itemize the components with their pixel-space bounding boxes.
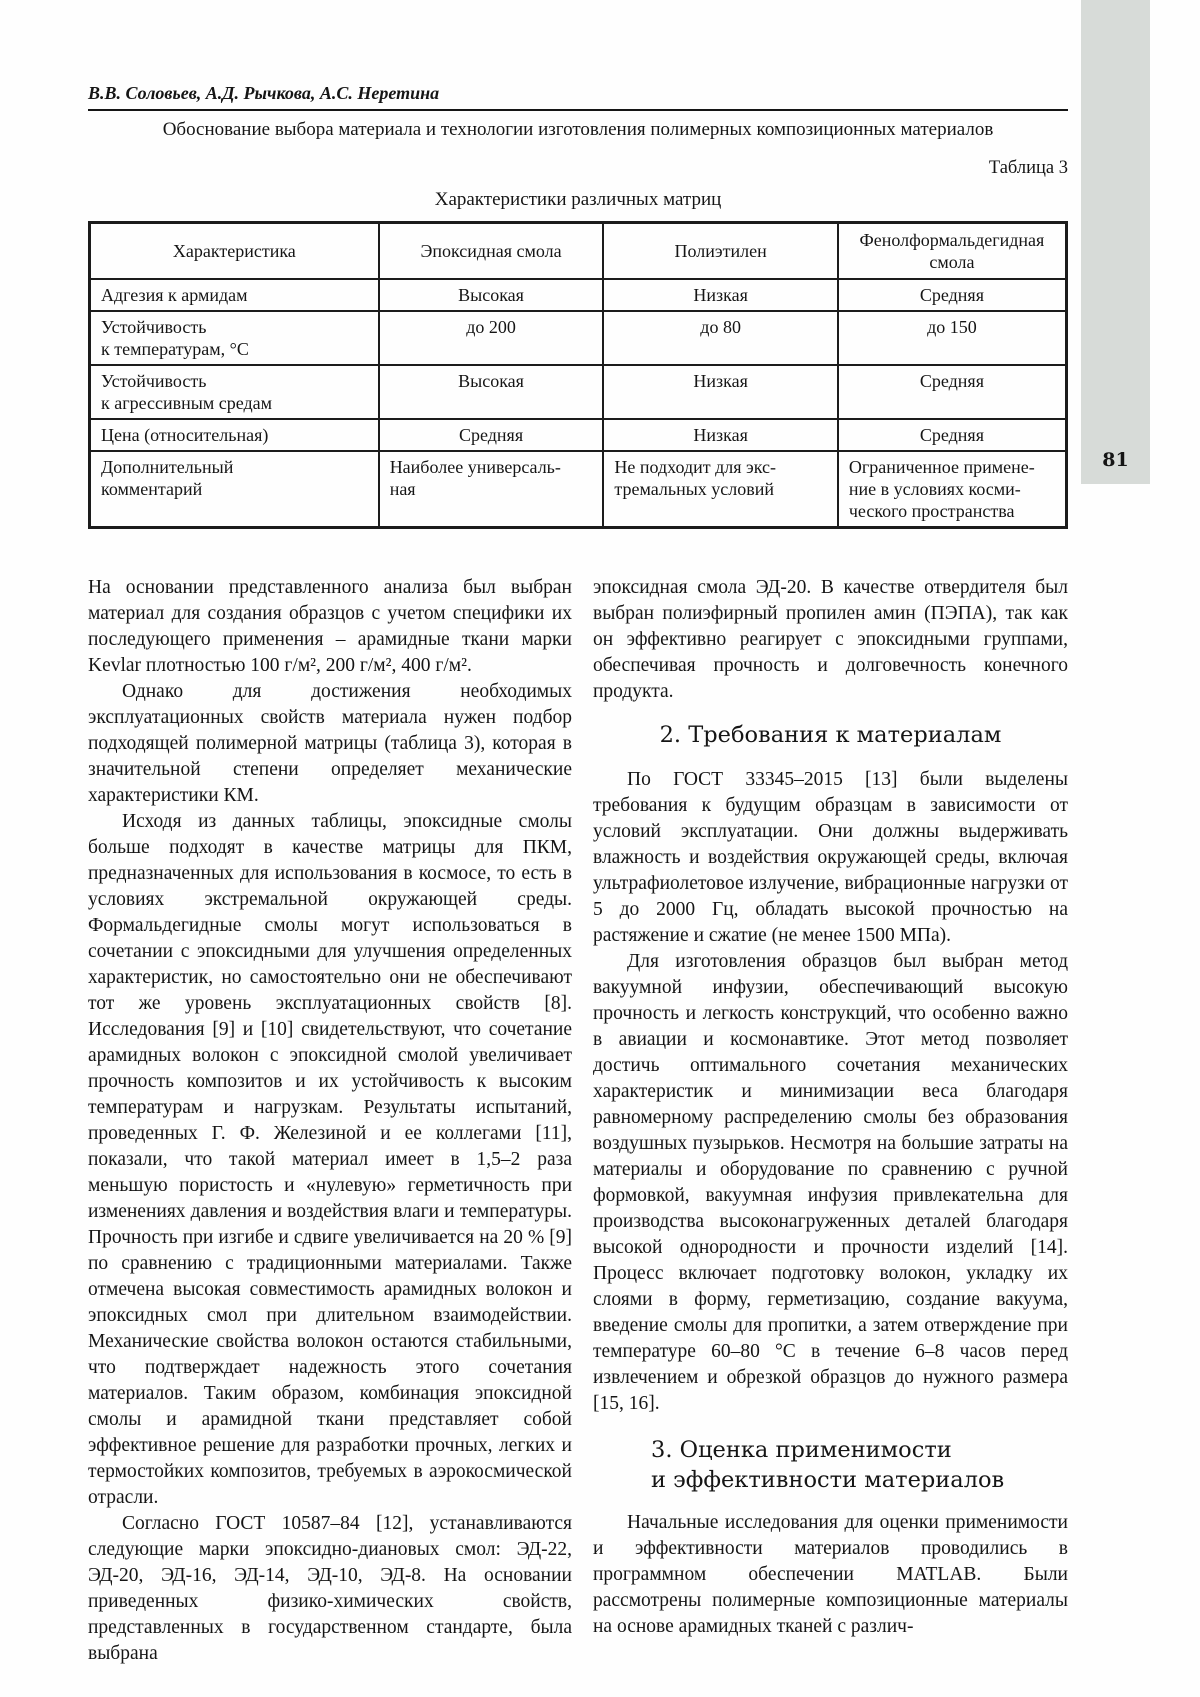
paragraph: Однако для достижения необходимых эксплуатационных свойств материала нужен подбор подходящей полимерной матрицы (таблица 3), которая в значительной степени определяет механические характеристики КМ. — [88, 681, 572, 806]
table-row — [90, 419, 1067, 451]
table-row — [90, 279, 1067, 311]
running-head-article-title: Обоснование выбора материала и технологии изготовления полимерных композиционных материалов — [162, 119, 994, 140]
paragraph: На основании представленного анализа был выбран материал для создания образцов с учетом специфики их последующего применения – арамидные ткани марки Kevlar плотностью 100 г/м², 200 г/м², 400 г/м². — [88, 577, 572, 676]
table-cell: Низкая — [603, 279, 837, 311]
table-header-cell: Фенолформальдегидная смола — [838, 223, 1067, 280]
table-header-row — [90, 223, 1067, 280]
table-row — [90, 311, 1067, 365]
table-header-cell: Эпоксидная смола — [379, 223, 604, 280]
section-heading-3: 3. Оценка применимости и эффективности материалов — [651, 1437, 1005, 1493]
table-cell: до 200 — [379, 311, 604, 365]
table-label: Таблица 3 — [988, 158, 1068, 178]
paragraph: По ГОСТ 33345–2015 [13] были выделены требования к будущим образцам в зависимости от условий эксплуатации. Они должны выдерживать влажность и воздействия окружающей среды, включая ультрафиолетовое излучение, вибрационные нагрузки от 5 до 2000 Гц, обладать высокой прочностью на растяжение и сжатие (не менее 1500 МПа). — [593, 769, 1068, 946]
table-cell: Устойчивость к температурам, °С — [90, 311, 379, 365]
right-column — [593, 575, 1068, 1667]
matrix-characteristics-table — [88, 221, 1068, 529]
table-row — [90, 365, 1067, 419]
table-cell: Высокая — [379, 365, 604, 419]
table-cell: Низкая — [603, 419, 837, 451]
paragraph: Начальные исследования для оценки применимости и эффективности материалов проводились в программном обеспечении MATLAB. Были рассмотрены полимерные композиционные материалы на основе арамидных тканей с различ- — [593, 1512, 1068, 1637]
section-heading-2: 2. Требования к материалам — [659, 722, 1002, 748]
table-cell: Дополнительный комментарий — [90, 451, 379, 528]
page-edge-bar — [1081, 0, 1150, 484]
table-cell: Не подходит для экс- тремальных условий — [603, 451, 837, 528]
table-cell: Низкая — [603, 365, 837, 419]
paragraph: Для изготовления образцов был выбран метод вакуумной инфузии, обеспечивающий высокую прочность и легкость конструкций, что особенно важно в авиации и космонавтике. Этот метод позволяет достичь оптимального сочетания механических характеристик и минимизации веса благодаря равномерному распределению смолы без образования воздушных пузырьков. Несмотря на большие затраты на материалы и оборудование по сравнению с ручной формовкой, вакуумная инфузия привлекательна для производства высоконагруженных деталей благодаря высокой однородности и прочности изделий [14]. Процесс включает подготовку волокон, укладку их слоями в форму, герметизацию, создание вакуума, введение смолы для пропитки, а затем отверждение при температуре 60–80 °С в течение 6–8 часов перед извлечением и обрезкой образцов до нужного размера [15, 16]. — [593, 951, 1068, 1414]
paragraph: Исходя из данных таблицы, эпоксидные смолы больше подходят в качестве матрицы для ПКМ, предназначенных для использования в космосе, то есть в условиях экстремальной окружающей среды. Формальдегидные смолы могут использоваться в сочетании с эпоксидными для улучшения определенных характеристик, но самостоятельно они не обеспечивают тот же уровень эксплуатационных свойств [8]. Исследования [9] и [10] свидетельствуют, что сочетание арамидных волокон с эпоксидной смолой увеличивает прочность композитов и их устойчивость к высоким температурам и нагрузкам. Результаты испытаний, проведенных Г. Ф. Железиной и ее коллегами [11], показали, что такой материал имеет в 1,5–2 раза меньшую пористость и «нулевую» герметичность при изменениях давления и воздействия влаги и температуры. Прочность при изгибе и сдвиге увеличивается на 20 % [9] по сравнению с традиционными материалами. Также отмечена высокая совместимость арамидных волокон и эпоксидных смол при длительном взаимодействии. Механические свойства волокон остаются стабильными, что подтверждает надежность этого сочетания материалов. Таким образом, комбинация эпоксидной смолы и арамидной ткани представляет собой эффективное решение для разработки прочных, легких и термостойких композитов, требуемых в аэрокосмической отрасли. — [88, 811, 572, 1508]
page-content — [88, 82, 1068, 1667]
table-cell: до 150 — [838, 311, 1067, 365]
paragraph: Согласно ГОСТ 10587–84 [12], устанавливаются следующие марки эпоксидно-диановых смол: ЭД-22, ЭД-20, ЭД-16, ЭД-14, ЭД-10, ЭД-8. На основании приведенных физико-химических свойств, представленных в государственном стандарте, была выбрана — [88, 1513, 572, 1664]
table-cell: Высокая — [379, 279, 604, 311]
page-number: 81 — [1102, 449, 1129, 471]
table-cell: Средняя — [379, 419, 604, 451]
table-title: Характеристики различных матриц — [434, 189, 722, 210]
running-head-authors: В.В. Соловьев, А.Д. Рычкова, А.С. Неретина — [88, 82, 1068, 111]
left-column — [88, 575, 572, 1667]
table-row — [90, 451, 1067, 528]
table-header-cell: Характеристика — [90, 223, 379, 280]
table-cell: Средняя — [838, 365, 1067, 419]
table-cell: Адгезия к армидам — [90, 279, 379, 311]
table-cell: до 80 — [603, 311, 837, 365]
body-text-columns — [88, 575, 1068, 1667]
table-cell: Средняя — [838, 279, 1067, 311]
table-cell: Цена (относительная) — [90, 419, 379, 451]
table-header-cell: Полиэтилен — [603, 223, 837, 280]
paragraph: эпоксидная смола ЭД-20. В качестве отвердителя был выбран полиэфирный пропилен амин (ПЭПА), так как он эффективно реагирует с эпоксидными группами, обеспечивая прочность и долговечность конечного продукта. — [593, 577, 1068, 702]
table-cell: Ограниченное примене- ние в условиях косми- ческого пространства — [838, 451, 1067, 528]
table-cell: Наиболее универсаль- ная — [379, 451, 604, 528]
table-cell: Средняя — [838, 419, 1067, 451]
table-cell: Устойчивость к агрессивным средам — [90, 365, 379, 419]
